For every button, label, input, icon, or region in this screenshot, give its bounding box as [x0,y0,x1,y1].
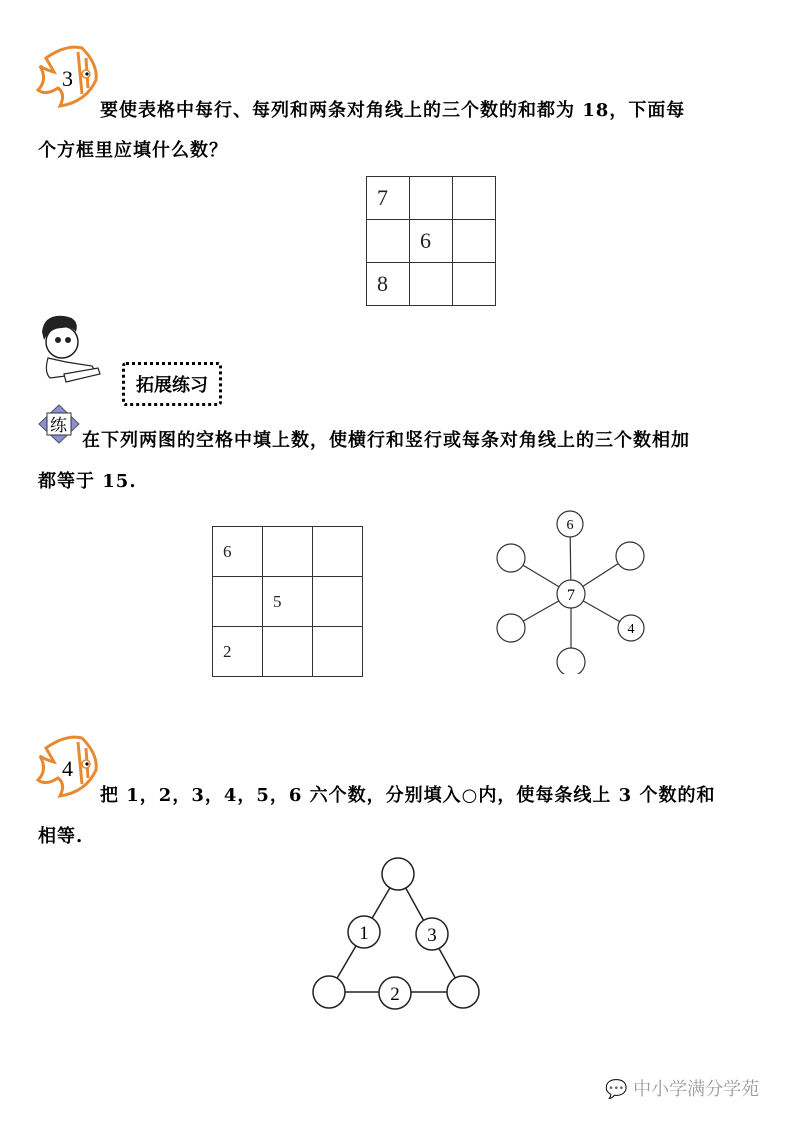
grid-cell [453,177,496,220]
grid-cell: 6 [213,527,263,577]
grid-cell: 8 [367,263,410,306]
svg-text:1: 1 [359,923,369,944]
star-circle-bottom-left [497,614,525,642]
problem-number: 4 [62,756,73,781]
grid-cell [410,263,453,306]
svg-text:7: 7 [567,587,575,604]
grid-cell [410,177,453,220]
svg-text:2: 2 [390,984,400,1005]
grid-cell [313,627,363,677]
triangle-circle-bottom-right [447,976,479,1008]
svg-text:3: 3 [427,925,437,946]
wechat-icon: 💬 [605,1079,628,1100]
star-circle-top-left [497,544,525,572]
magic-square-grid-15 [212,526,363,677]
grid-cell: 2 [213,627,263,677]
grid-cell [263,527,313,577]
fish-number-icon [36,44,100,110]
grid-cell [367,220,410,263]
grid-cell [313,577,363,627]
extension-practice-label: 拓展练习 [122,362,222,406]
problem4-text-line2: 相等. [38,826,84,847]
grid-cell [453,263,496,306]
fish-number-icon [36,734,100,800]
grid-cell [313,527,363,577]
magic-square-grid-18 [366,176,496,306]
extension-text-line2: 都等于 15. [38,471,137,492]
triangle-circle-bottom-left [313,976,345,1008]
svg-text:4: 4 [627,622,635,637]
grid-cell: 6 [410,220,453,263]
grid-cell: 5 [263,577,313,627]
triangle-diagram [300,850,500,1020]
boy-reading-illustration [36,312,106,384]
watermark: 💬 中小学满分学苑 [605,1079,760,1100]
star-circle-top-right [616,542,644,570]
grid-cell: 7 [367,177,410,220]
star-circle-bottom [557,648,585,676]
star-diagram [480,500,660,680]
problem-number: 3 [62,66,73,91]
grid-cell [453,220,496,263]
problem3-text-line1: 要使表格中每行、每列和两条对角线上的三个数的和都为 18，下面每 [100,100,686,121]
grid-cell [213,577,263,627]
svg-text:练: 练 [50,416,67,435]
problem4-text-line1: 把 1，2，3，4，5，6 六个数，分别填入○内，使每条线上 3 个数的和 [100,785,716,806]
problem3-text-line2: 个方框里应填什么数？ [38,140,228,161]
practice-badge-icon [38,404,80,444]
extension-text-line1: 在下列两图的空格中填上数，使横行和竖行或每条对角线上的三个数相加 [82,430,690,451]
triangle-circle-top [382,858,414,890]
grid-cell [263,627,313,677]
svg-text:6: 6 [566,518,574,533]
